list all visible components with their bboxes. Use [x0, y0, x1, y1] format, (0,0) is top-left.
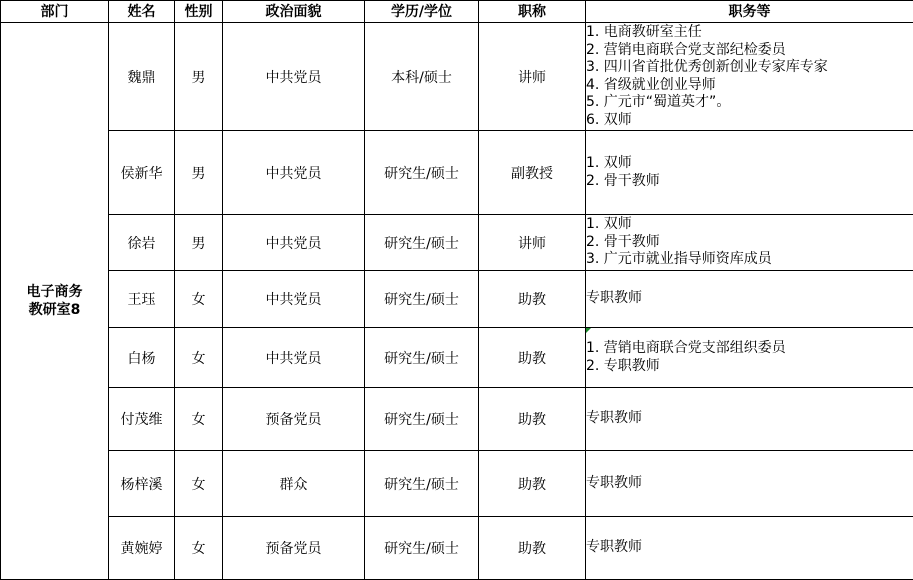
duty-line: 3. 四川省首批优秀创新创业专家库专家: [586, 59, 913, 77]
header-cell-duties[interactable]: 职务等: [586, 1, 913, 23]
duties-cell[interactable]: [586, 517, 913, 580]
duty-line: 5. 广元市“蜀道英才”。: [586, 94, 913, 112]
education-cell[interactable]: 研究生/硕士: [365, 271, 479, 328]
duty-line: 专职教师: [586, 290, 913, 308]
duties-cell[interactable]: [586, 131, 913, 215]
header-row: [1, 1, 913, 23]
duty-line: 2. 营销电商联合党支部纪检委员: [586, 42, 913, 60]
name-cell[interactable]: 杨梓溪: [109, 451, 175, 517]
gender-cell[interactable]: 女: [175, 388, 223, 451]
gender-cell[interactable]: 男: [175, 131, 223, 215]
gender-cell[interactable]: 女: [175, 517, 223, 580]
table-row: [1, 215, 913, 271]
gender-cell[interactable]: 男: [175, 23, 223, 131]
header-cell-gender[interactable]: 性别: [175, 1, 223, 23]
department-line: 电子商务: [1, 283, 108, 301]
political-cell[interactable]: 中共党员: [223, 23, 365, 131]
duty-line: 1. 营销电商联合党支部组织委员: [586, 340, 913, 358]
title-cell[interactable]: 副教授: [479, 131, 586, 215]
name-cell[interactable]: 侯新华: [109, 131, 175, 215]
education-cell[interactable]: 研究生/硕士: [365, 517, 479, 580]
duty-line: 3. 广元市就业指导师资库成员: [586, 251, 913, 269]
title-cell[interactable]: 助教: [479, 388, 586, 451]
table-row: [1, 131, 913, 215]
duties-cell[interactable]: [586, 215, 913, 271]
table-row: [1, 517, 913, 580]
duty-line: 1. 双师: [586, 216, 913, 234]
duty-line: 2. 骨干教师: [586, 234, 913, 252]
education-cell[interactable]: 本科/硕士: [365, 23, 479, 131]
table-row: [1, 388, 913, 451]
gender-cell[interactable]: 女: [175, 451, 223, 517]
duty-line: 6. 双师: [586, 112, 913, 130]
duty-line: 专职教师: [586, 410, 913, 428]
duty-line: 专职教师: [586, 475, 913, 493]
education-cell[interactable]: 研究生/硕士: [365, 328, 479, 388]
political-cell[interactable]: 预备党员: [223, 517, 365, 580]
table-row: [1, 271, 913, 328]
duties-cell[interactable]: [586, 23, 913, 131]
duties-cell[interactable]: [586, 271, 913, 328]
name-cell[interactable]: 王珏: [109, 271, 175, 328]
gender-cell[interactable]: 女: [175, 271, 223, 328]
title-cell[interactable]: 助教: [479, 328, 586, 388]
table-row: [1, 23, 913, 131]
header-cell-name[interactable]: 姓名: [109, 1, 175, 23]
gender-cell[interactable]: 女: [175, 328, 223, 388]
gender-cell[interactable]: 男: [175, 215, 223, 271]
header-cell-education[interactable]: 学历/学位: [365, 1, 479, 23]
name-cell[interactable]: 黄婉婷: [109, 517, 175, 580]
duty-line: 专职教师: [586, 539, 913, 557]
duties-cell[interactable]: [586, 388, 913, 451]
title-cell[interactable]: 讲师: [479, 23, 586, 131]
political-cell[interactable]: 中共党员: [223, 131, 365, 215]
political-cell[interactable]: 中共党员: [223, 271, 365, 328]
political-cell[interactable]: 预备党员: [223, 388, 365, 451]
header-cell-department[interactable]: 部门: [1, 1, 109, 23]
title-cell[interactable]: 助教: [479, 271, 586, 328]
duty-line: 2. 骨干教师: [586, 173, 913, 191]
political-cell[interactable]: 中共党员: [223, 328, 365, 388]
title-cell[interactable]: 助教: [479, 517, 586, 580]
duty-line: 1. 双师: [586, 155, 913, 173]
header-cell-political[interactable]: 政治面貌: [223, 1, 365, 23]
name-cell[interactable]: 徐岩: [109, 215, 175, 271]
header-cell-title[interactable]: 职称: [479, 1, 586, 23]
duty-line: 2. 专职教师: [586, 358, 913, 376]
title-cell[interactable]: 助教: [479, 451, 586, 517]
department-cell[interactable]: [1, 23, 109, 580]
comment-marker-icon: [586, 328, 591, 333]
education-cell[interactable]: 研究生/硕士: [365, 451, 479, 517]
table-row: [1, 451, 913, 517]
name-cell[interactable]: 魏鼎: [109, 23, 175, 131]
department-line: 教研室8: [1, 301, 108, 319]
duty-line: 4. 省级就业创业导师: [586, 77, 913, 95]
title-cell[interactable]: 讲师: [479, 215, 586, 271]
duty-line: 1. 电商教研室主任: [586, 24, 913, 42]
political-cell[interactable]: 群众: [223, 451, 365, 517]
duties-cell[interactable]: [586, 451, 913, 517]
education-cell[interactable]: 研究生/硕士: [365, 131, 479, 215]
duties-cell[interactable]: [586, 328, 913, 388]
education-cell[interactable]: 研究生/硕士: [365, 215, 479, 271]
table-row: [1, 328, 913, 388]
name-cell[interactable]: 白杨: [109, 328, 175, 388]
name-cell[interactable]: 付茂维: [109, 388, 175, 451]
political-cell[interactable]: 中共党员: [223, 215, 365, 271]
education-cell[interactable]: 研究生/硕士: [365, 388, 479, 451]
